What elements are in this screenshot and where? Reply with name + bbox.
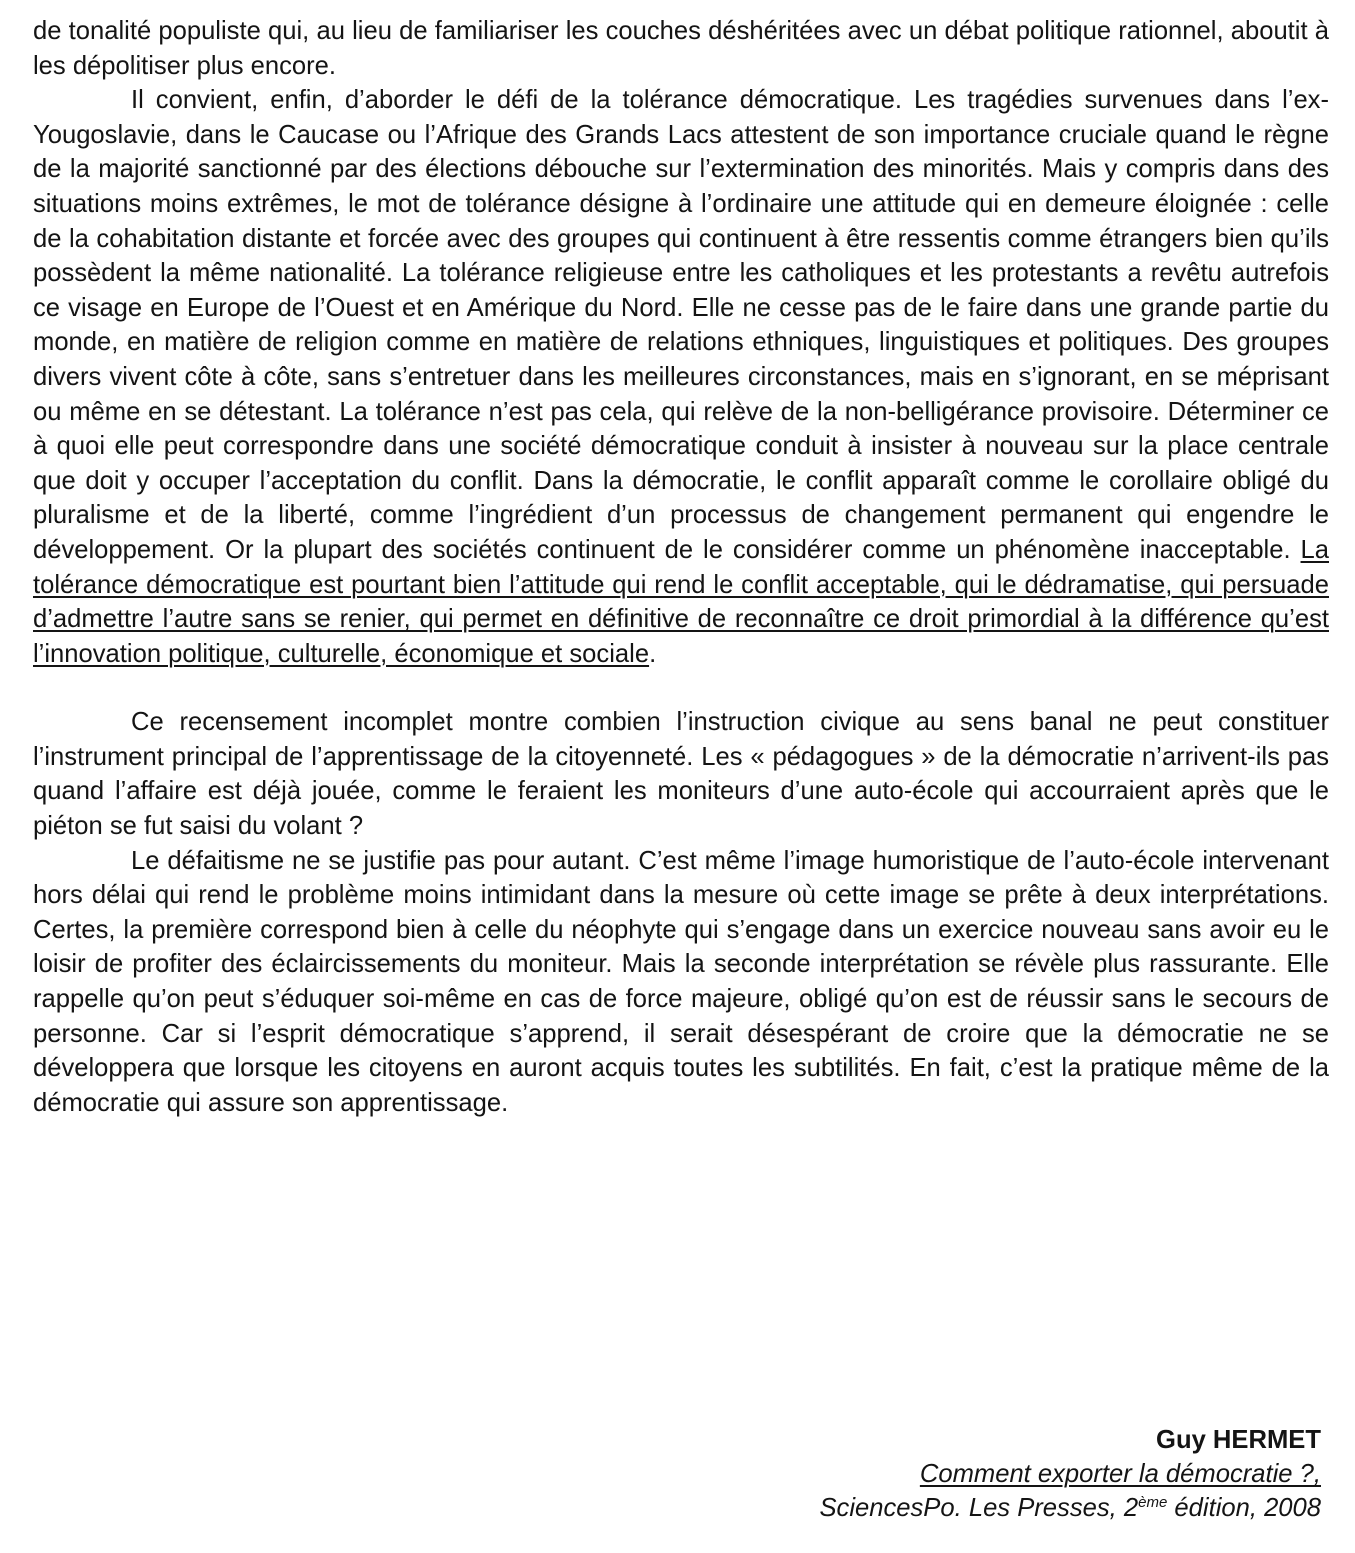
paragraph-defaitisme: Le défaitisme ne se justifie pas pour autant. C’est même l’image humoristique de l’auto-école intervenant hors délai qui rend le problème moins intimidant dans la mesure où cette image se prête à deux interprétations. Certes, la première correspond bien à celle du néophyte qui s’engage dans un exercice nouveau sans avoir eu le loisir de profiter des éclaircissements du moniteur. Mais la seconde interprétation se révèle plus rassurante. Elle rappelle qu’on peut s’éduquer soi-même en cas de force majeure, obligé qu’on est de réussir sans le secours de personne. Car si l’esprit démocratique s’apprend, il serait désespérant de croire que la démocratie ne se développera que lorsque les citoyens en auront acquis toutes les subtilités. En fait, c’est la pratique même de la démocratie qui assure son apprentissage. [33,846,1329,1117]
citation-block [819,1423,1321,1525]
book-title-line [819,1457,1321,1491]
book-title: Comment exporter la démocratie ?, [919,1460,1321,1488]
edition-year: édition, 2008 [1167,1494,1321,1522]
paragraph-spacer [33,671,1329,705]
paragraph-recensement: Ce recensement incomplet montre combien l’instruction civique au sens banal ne peut constituer l’instrument principal de l’apprentissage de la citoyenneté. Les « pédagogues » de la démocratie n’arrivent-ils pas quand l’affaire est déjà jouée, comme le feraient les moniteurs d’une auto-école qui accourraient après que le piéton se fut saisi du volant ? [33,708,1329,841]
paragraph-tolerance-text: Il convient, enfin, d’aborder le défi de la tolérance démocratique. Les tragédies survenues dans l’ex-Yougoslavie, dans le Caucase ou l’Afrique des Grands Lacs attestent de son importance cruciale quand le règne de la majorité sanctionné par des élections débouche sur l’extermination des minorités. Mais y compris dans des situations moins extrêmes, le mot de tolérance désigne à l’ordinaire une attitude qui en demeure éloignée : celle de la cohabitation distante et forcée avec des groupes qui continuent à être ressentis comme étrangers bien qu’ils possèdent la même nationalité. La tolérance religieuse entre les catholiques et les protestants a revêtu autrefois ce visage en Europe de l’Ouest et en Amérique du Nord. Elle ne cesse pas de le faire dans une grande partie du monde, en matière de religion comme en matière de relations ethniques, linguistiques et politiques. Des groupes divers vivent côte à côte, sans s’entretuer dans les meilleures circonstances, mais en s’ignorant, en se méprisant ou même en se détestant. La tolérance n’est pas cela, qui relève de la non-belligérance provisoire. Déterminer ce à quoi elle peut correspondre dans une société démocratique conduit à insister à nouveau sur la place centrale que doit y occuper l’acceptation du conflit. Dans la démocratie, le conflit apparaît comme le corollaire obligé du pluralisme et de la liberté, comme l’ingrédient d’un processus de changement permanent qui engendre le développement. Or la plupart des sociétés continuent de le considérer comme un phénomène inacceptable. [33,86,1329,564]
paragraph-tolerance-end: . [649,639,657,668]
document-body [33,14,1329,1120]
paragraph-continuation: de tonalité populiste qui, au lieu de familiariser les couches déshéritées avec un débat politique rationnel, aboutit à les dépolitiser plus encore. [33,17,1329,80]
edition-superscript: ème [1138,1494,1168,1511]
paragraph-tolerance [33,83,1329,671]
publisher: SciencesPo. Les Presses, 2 [819,1494,1139,1522]
author-name: Guy HERMET [1156,1426,1321,1454]
underlined-passage: La tolérance démocratique est pourtant bien l’attitude qui rend le conflit acceptable, qui le dédramatise, qui persuade d’admettre l’autre sans se renier, qui permet en définitive de reconnaître ce droit primordial à la différence qu’est l’innovation politique, culturelle, économique et sociale [33,535,1329,668]
publisher-line [819,1491,1321,1525]
